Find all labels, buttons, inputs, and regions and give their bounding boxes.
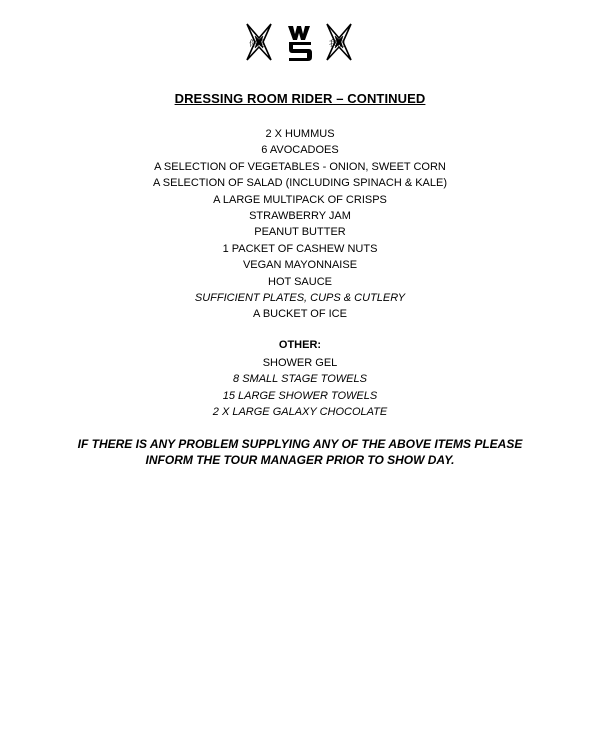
monogram-icon [288, 26, 312, 61]
list-item: SUFFICIENT PLATES, CUPS & CUTLERY [194, 292, 406, 305]
other-heading: OTHER: [278, 339, 322, 351]
list-item: A SELECTION OF VEGETABLES - ONION, SWEET CORN [154, 160, 446, 173]
band-logo [245, 22, 355, 64]
list-item: A SELECTION OF SALAD (INCLUDING SPINACH & KALE) [152, 177, 447, 190]
list-item: A BUCKET OF ICE [253, 308, 347, 321]
logo-left-chars: 你是 [249, 39, 265, 48]
list-item: HOT SAUCE [268, 275, 332, 288]
list-item: 2 X HUMMUS [265, 128, 335, 140]
notice-text [40, 437, 560, 468]
page-title: DRESSING ROOM RIDER – CONTINUED [174, 91, 426, 106]
list-item: A LARGE MULTIPACK OF CRISPS [213, 193, 387, 206]
list-item: SHOWER GEL [262, 357, 338, 369]
notice-line-1: IF THERE IS ANY PROBLEM SUPPLYING ANY OF THE ABOVE ITEMS PLEASE [77, 437, 523, 451]
list-item: 15 LARGE SHOWER TOWELS [222, 389, 378, 402]
logo-right-chars: 我们 [329, 39, 345, 48]
list-item: VEGAN MAYONNAISE [242, 259, 358, 272]
other-item-list [0, 355, 600, 421]
list-item: 1 PACKET OF CASHEW NUTS [222, 242, 378, 255]
list-item: PEANUT BUTTER [254, 226, 346, 239]
list-item: STRAWBERRY JAM [249, 210, 351, 223]
notice-line-2: INFORM THE TOUR MANAGER PRIOR TO SHOW DAY. [145, 452, 455, 467]
list-item: 8 SMALL STAGE TOWELS [233, 373, 367, 386]
list-item: 6 AVOCADOES [261, 144, 339, 157]
rider-item-list [0, 126, 600, 323]
list-item: 2 X LARGE GALAXY CHOCOLATE [212, 406, 388, 419]
